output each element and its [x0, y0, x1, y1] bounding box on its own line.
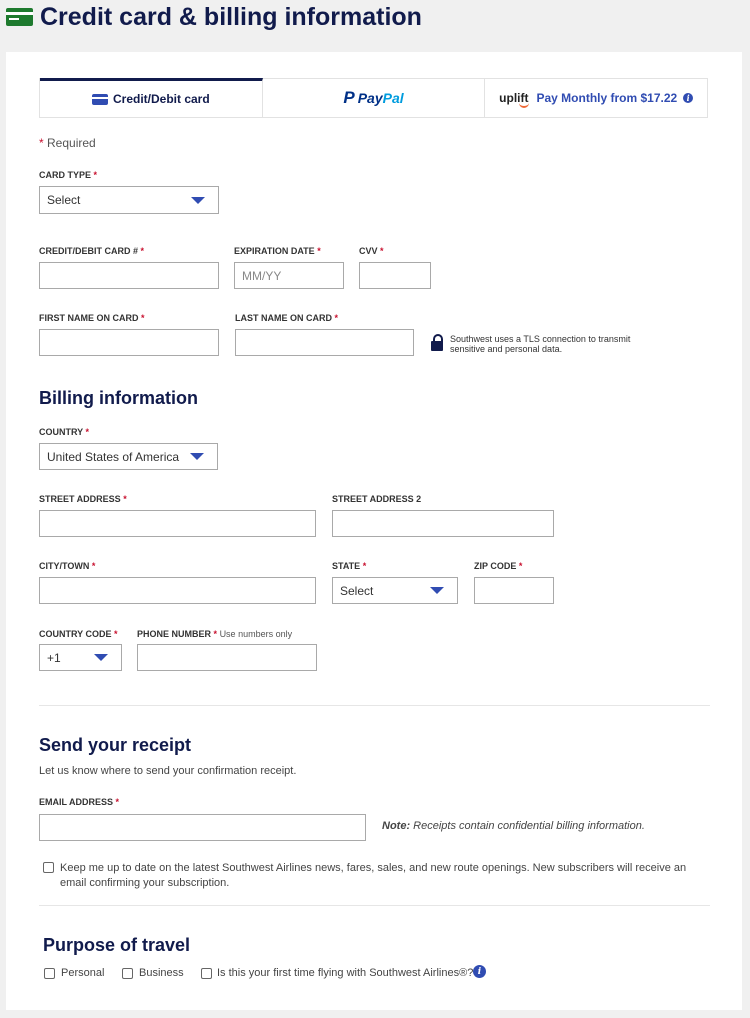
cvv-label: CVV *: [359, 246, 384, 256]
city-input[interactable]: [39, 577, 316, 604]
first-time-label: Is this your first time flying with Southwest Airlines®?: [217, 967, 474, 979]
credit-card-icon: [6, 8, 33, 26]
chevron-down-icon: [191, 197, 205, 204]
billing-heading: Billing information: [39, 388, 198, 408]
card-number-input[interactable]: [39, 262, 219, 289]
info-icon[interactable]: i: [473, 965, 486, 978]
card-type-label: CARD TYPE *: [39, 170, 98, 180]
last-name-label: LAST NAME ON CARD *: [235, 313, 339, 323]
street-address-label: STREET ADDRESS *: [39, 494, 127, 504]
chevron-down-icon: [430, 587, 444, 594]
card-type-select[interactable]: Select: [39, 186, 219, 214]
state-label: STATE *: [332, 561, 367, 571]
personal-label: Personal: [61, 967, 105, 979]
email-input[interactable]: [39, 814, 366, 841]
state-select[interactable]: Select: [332, 577, 458, 604]
tab-paypal[interactable]: [263, 79, 486, 117]
city-label: CITY/TOWN *: [39, 561, 96, 571]
section-divider: [39, 905, 710, 906]
country-select[interactable]: United States of America: [39, 443, 218, 470]
first-time-checkbox[interactable]: [201, 968, 212, 979]
paypal-logo-icon: P: [343, 88, 355, 107]
credit-card-icon: [92, 94, 108, 105]
required-note: * Required: [39, 136, 96, 150]
section-divider: [39, 705, 710, 706]
phone-number-label: PHONE NUMBER * Use numbers only: [137, 629, 293, 639]
info-icon[interactable]: i: [683, 93, 693, 103]
first-name-input[interactable]: [39, 329, 219, 356]
paypal-wordmark: PayPal: [357, 90, 404, 106]
expiration-date-label: EXPIRATION DATE *: [234, 246, 321, 256]
zip-code-label: ZIP CODE *: [474, 561, 523, 571]
tab-label: Pay Monthly from $17.22: [536, 91, 678, 105]
business-label: Business: [139, 967, 184, 979]
business-checkbox[interactable]: [122, 968, 133, 979]
expiration-date-input[interactable]: MM/YY: [234, 262, 344, 289]
travel-heading: Purpose of travel: [43, 935, 191, 955]
subscribe-checkbox[interactable]: [43, 862, 54, 873]
receipt-note: Note: Receipts contain confidential billing information.: [382, 820, 645, 832]
phone-number-input[interactable]: [137, 644, 317, 671]
tab-credit-debit-card[interactable]: [40, 78, 263, 117]
country-label: COUNTRY *: [39, 427, 90, 437]
country-code-label: COUNTRY CODE *: [39, 629, 118, 639]
subscribe-label: Keep me up to date on the latest Southwest Airlines news, fares, sales, and new route openings. New subscribers will receive an email confirming your subscription.: [60, 862, 687, 889]
lock-icon: [431, 334, 443, 352]
chevron-down-icon: [94, 654, 108, 661]
first-name-label: FIRST NAME ON CARD *: [39, 313, 145, 323]
receipt-heading: Send your receipt: [39, 735, 192, 755]
country-code-select[interactable]: +1: [39, 644, 122, 671]
page-title: Credit card & billing information: [40, 3, 422, 31]
street-address-2-input[interactable]: [332, 510, 554, 537]
tab-label: Credit/Debit card: [112, 92, 210, 106]
last-name-input[interactable]: [235, 329, 414, 356]
street-address-2-label: STREET ADDRESS 2: [332, 494, 422, 504]
zip-code-input[interactable]: [474, 577, 554, 604]
street-address-input[interactable]: [39, 510, 316, 537]
payment-tabs: [39, 78, 708, 118]
email-label: EMAIL ADDRESS *: [39, 797, 120, 807]
tab-pay-monthly[interactable]: [485, 79, 707, 117]
page-header: [0, 0, 750, 44]
chevron-down-icon: [190, 453, 204, 460]
cvv-input[interactable]: [359, 262, 431, 289]
security-note: Southwest uses a TLS connection to transmit sensitive and personal data.: [450, 334, 631, 354]
uplift-logo: uplift: [499, 91, 529, 105]
billing-panel: [6, 52, 742, 1010]
card-number-label: CREDIT/DEBIT CARD # *: [39, 246, 145, 256]
personal-checkbox[interactable]: [44, 968, 55, 979]
receipt-subtext: Let us know where to send your confirmation receipt.: [39, 765, 297, 777]
